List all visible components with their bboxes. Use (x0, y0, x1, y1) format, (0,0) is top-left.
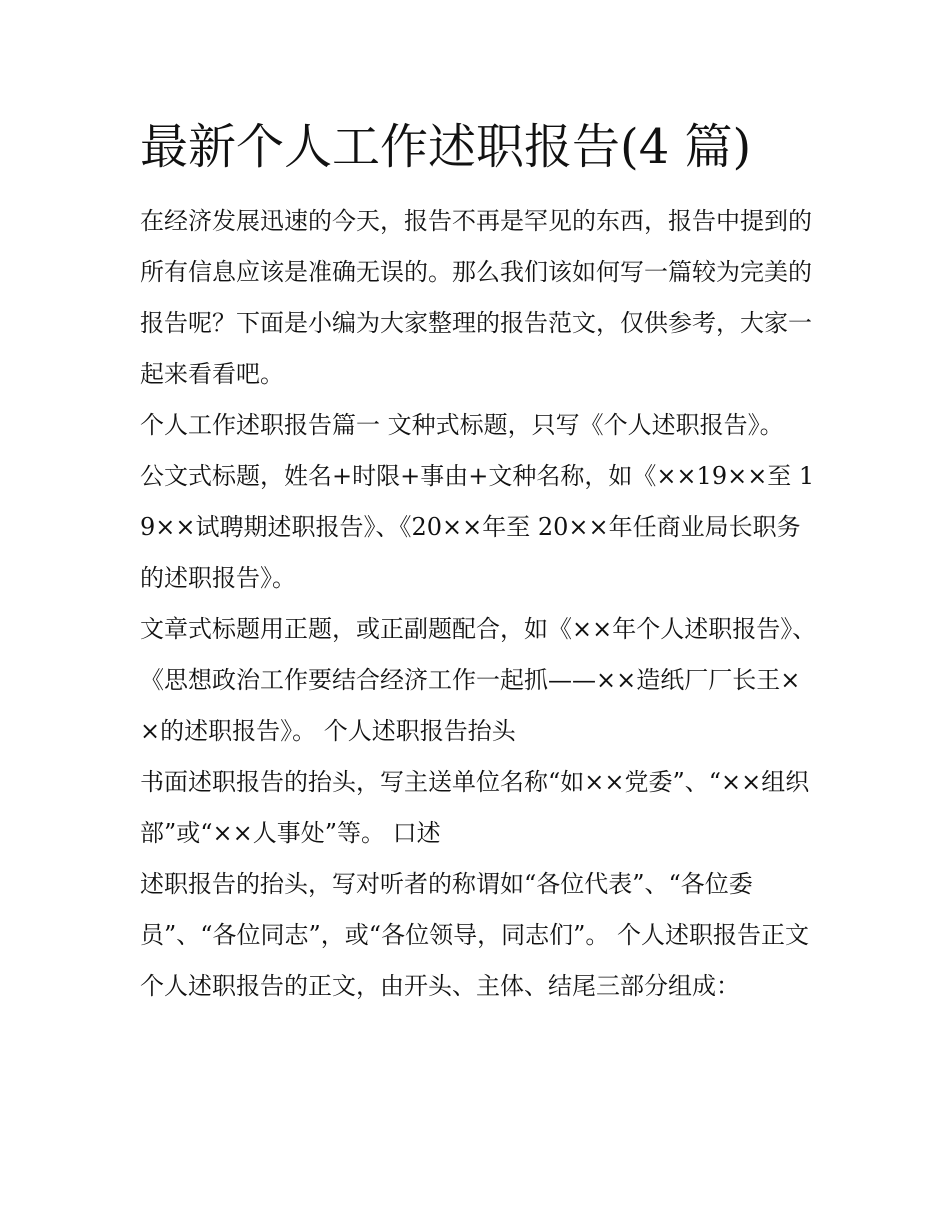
paragraph-written-header: 书面述职报告的抬头，写主送单位名称“如××党委”、“××组织部”或“××人事处”等。 口述 (140, 768, 810, 847)
paragraph-oral-header: 述职报告的抬头，写对听者的称谓如“各位代表”、“各位委员”、“各位同志”，或“各位领导，同志们”。 个人述职报告正文 (140, 870, 809, 949)
paragraph-body-structure: 个人述职报告的正文，由开头、主体、结尾三部分组成： (140, 972, 740, 1000)
paragraph-section-one-title-type: 个人工作述职报告篇一 文种式标题，只写《个人述职报告》。 (140, 411, 784, 439)
document-body (140, 196, 820, 1012)
paragraph-official-title: 公文式标题，姓名+时限+事由+文种名称，如《××19××至 19××试聘期述职报告》、《20××年至 20××年任商业局长职务的述职报告》。 (140, 462, 815, 592)
document-title: 最新个人工作述职报告(4 篇) (140, 119, 752, 175)
paragraph-article-title: 文章式标题用正题，或正副题配合，如《××年个人述职报告》、《思想政治工作要结合经济工作一起抓——××造纸厂厂长王××的述职报告》。 个人述职报告抬头 (140, 615, 817, 745)
intro-paragraph: 在经济发展迅速的今天，报告不再是罕见的东西，报告中提到的所有信息应该是准确无误的。那么我们该如何写一篇较为完美的报告呢？下面是小编为大家整理的报告范文，仅供参考，大家一起来看看吧。 (140, 207, 812, 388)
